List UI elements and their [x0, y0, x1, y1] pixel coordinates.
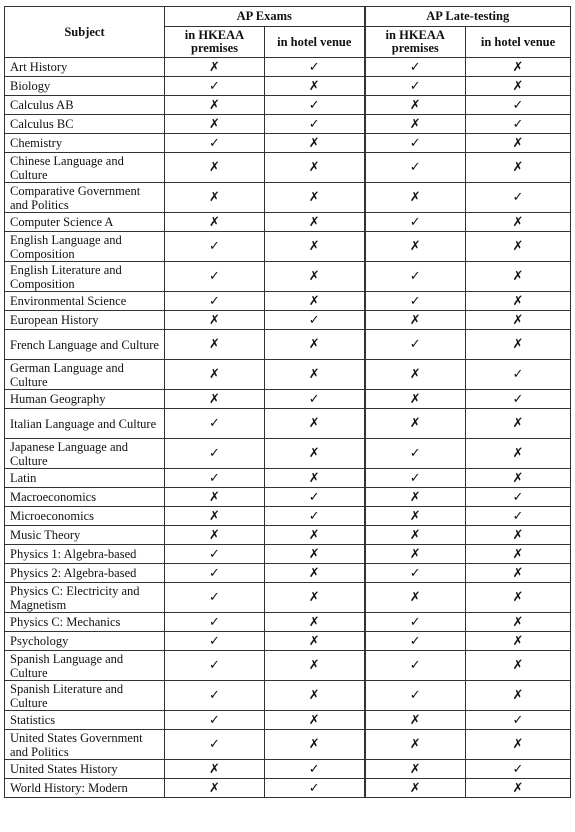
subject-cell: World History: Modern: [5, 779, 165, 798]
table-row: [5, 153, 571, 183]
table-row: [5, 439, 571, 469]
table-row: [5, 409, 571, 439]
subject-cell: Physics C: Electricity and Magnetism: [5, 583, 165, 613]
table-row: [5, 330, 571, 360]
late-hkeaa-check-icon: ✓: [365, 213, 466, 232]
exams-hotel-check-icon: ✓: [265, 115, 365, 134]
exams-hotel-check-icon: ✓: [265, 96, 365, 115]
late-hotel-check-icon: ✓: [466, 507, 571, 526]
exams-hkeaa-cross-icon: ✗: [165, 360, 265, 390]
exams-hkeaa-cross-icon: ✗: [165, 115, 265, 134]
exams-hkeaa-check-icon: ✓: [165, 292, 265, 311]
late-hkeaa-cross-icon: ✗: [365, 409, 466, 439]
late-hkeaa-cross-icon: ✗: [365, 545, 466, 564]
late-hotel-cross-icon: ✗: [466, 439, 571, 469]
exams-hkeaa-cross-icon: ✗: [165, 213, 265, 232]
subject-cell: Calculus AB: [5, 96, 165, 115]
late-hkeaa-header: in HKEAA premises: [365, 27, 466, 58]
subject-cell: Chemistry: [5, 134, 165, 153]
late-hkeaa-check-icon: ✓: [365, 681, 466, 711]
late-hkeaa-cross-icon: ✗: [365, 730, 466, 760]
exams-hkeaa-header: in HKEAA premises: [165, 27, 265, 58]
table-row: [5, 760, 571, 779]
exams-hotel-cross-icon: ✗: [265, 232, 365, 262]
late-hotel-cross-icon: ✗: [466, 651, 571, 681]
subject-cell: English Literature and Composition: [5, 262, 165, 292]
late-hkeaa-check-icon: ✓: [365, 262, 466, 292]
subject-cell: Computer Science A: [5, 213, 165, 232]
exams-hkeaa-cross-icon: ✗: [165, 58, 265, 77]
late-hkeaa-cross-icon: ✗: [365, 583, 466, 613]
late-hotel-cross-icon: ✗: [466, 77, 571, 96]
late-hotel-check-icon: ✓: [466, 488, 571, 507]
table-row: [5, 613, 571, 632]
exams-hkeaa-cross-icon: ✗: [165, 96, 265, 115]
late-hotel-cross-icon: ✗: [466, 58, 571, 77]
subject-header: Subject: [5, 7, 165, 58]
exams-hotel-cross-icon: ✗: [265, 651, 365, 681]
late-hkeaa-cross-icon: ✗: [365, 507, 466, 526]
late-hkeaa-check-icon: ✓: [365, 469, 466, 488]
table-row: [5, 360, 571, 390]
late-hotel-cross-icon: ✗: [466, 330, 571, 360]
table-row: [5, 526, 571, 545]
late-hotel-check-icon: ✓: [466, 711, 571, 730]
exams-hkeaa-cross-icon: ✗: [165, 311, 265, 330]
table-row: [5, 183, 571, 213]
table-row: [5, 779, 571, 798]
table-row: [5, 711, 571, 730]
late-hkeaa-check-icon: ✓: [365, 330, 466, 360]
late-hotel-cross-icon: ✗: [466, 153, 571, 183]
exams-hkeaa-check-icon: ✓: [165, 711, 265, 730]
table-row: [5, 507, 571, 526]
exams-hotel-cross-icon: ✗: [265, 526, 365, 545]
exams-hotel-cross-icon: ✗: [265, 583, 365, 613]
subject-cell: Statistics: [5, 711, 165, 730]
subject-cell: United States Government and Politics: [5, 730, 165, 760]
late-hkeaa-cross-icon: ✗: [365, 311, 466, 330]
late-hkeaa-cross-icon: ✗: [365, 760, 466, 779]
subject-cell: French Language and Culture: [5, 330, 165, 360]
late-hkeaa-cross-icon: ✗: [365, 390, 466, 409]
late-hkeaa-cross-icon: ✗: [365, 232, 466, 262]
ap-late-testing-header: AP Late-testing: [365, 7, 571, 27]
table-row: [5, 134, 571, 153]
exams-hotel-cross-icon: ✗: [265, 613, 365, 632]
table-row: [5, 390, 571, 409]
ap-exams-header: AP Exams: [165, 7, 365, 27]
exams-hkeaa-check-icon: ✓: [165, 730, 265, 760]
late-hkeaa-check-icon: ✓: [365, 632, 466, 651]
table-header: [5, 7, 571, 58]
exams-hotel-check-icon: ✓: [265, 58, 365, 77]
late-hkeaa-check-icon: ✓: [365, 77, 466, 96]
ap-exam-arrangement-table: [4, 6, 571, 798]
exams-hkeaa-check-icon: ✓: [165, 564, 265, 583]
subject-cell: United States History: [5, 760, 165, 779]
late-hkeaa-check-icon: ✓: [365, 613, 466, 632]
exams-hkeaa-check-icon: ✓: [165, 613, 265, 632]
subject-cell: Psychology: [5, 632, 165, 651]
table-row: [5, 681, 571, 711]
table-row: [5, 564, 571, 583]
table-row: [5, 488, 571, 507]
late-hotel-check-icon: ✓: [466, 96, 571, 115]
exams-hkeaa-cross-icon: ✗: [165, 760, 265, 779]
late-hotel-check-icon: ✓: [466, 390, 571, 409]
header-row-groups: [5, 7, 571, 27]
subject-cell: Calculus BC: [5, 115, 165, 134]
late-hkeaa-check-icon: ✓: [365, 651, 466, 681]
subject-cell: Music Theory: [5, 526, 165, 545]
table-row: [5, 469, 571, 488]
late-hkeaa-cross-icon: ✗: [365, 488, 466, 507]
exams-hkeaa-check-icon: ✓: [165, 77, 265, 96]
table-row: [5, 232, 571, 262]
exams-hkeaa-check-icon: ✓: [165, 232, 265, 262]
late-hkeaa-check-icon: ✓: [365, 153, 466, 183]
exams-hkeaa-check-icon: ✓: [165, 651, 265, 681]
late-hotel-cross-icon: ✗: [466, 681, 571, 711]
table-row: [5, 311, 571, 330]
table-row: [5, 545, 571, 564]
subject-cell: Physics 2: Algebra-based: [5, 564, 165, 583]
exams-hotel-cross-icon: ✗: [265, 77, 365, 96]
exams-hkeaa-cross-icon: ✗: [165, 779, 265, 798]
exams-hotel-cross-icon: ✗: [265, 153, 365, 183]
late-hotel-cross-icon: ✗: [466, 292, 571, 311]
exams-hotel-check-icon: ✓: [265, 488, 365, 507]
subject-cell: Microeconomics: [5, 507, 165, 526]
late-hkeaa-cross-icon: ✗: [365, 183, 466, 213]
exams-hkeaa-cross-icon: ✗: [165, 183, 265, 213]
table-row: [5, 58, 571, 77]
subject-cell: Physics C: Mechanics: [5, 613, 165, 632]
late-hkeaa-check-icon: ✓: [365, 564, 466, 583]
table-row: [5, 292, 571, 311]
exams-hotel-cross-icon: ✗: [265, 632, 365, 651]
late-hotel-cross-icon: ✗: [466, 213, 571, 232]
subject-cell: Art History: [5, 58, 165, 77]
late-hkeaa-check-icon: ✓: [365, 292, 466, 311]
late-hkeaa-check-icon: ✓: [365, 134, 466, 153]
exams-hkeaa-cross-icon: ✗: [165, 390, 265, 409]
exams-hkeaa-cross-icon: ✗: [165, 330, 265, 360]
exams-hotel-cross-icon: ✗: [265, 545, 365, 564]
subject-cell: Biology: [5, 77, 165, 96]
subject-cell: Human Geography: [5, 390, 165, 409]
exams-hkeaa-check-icon: ✓: [165, 262, 265, 292]
exams-hotel-cross-icon: ✗: [265, 439, 365, 469]
subject-cell: Physics 1: Algebra-based: [5, 545, 165, 564]
subject-cell: Japanese Language and Culture: [5, 439, 165, 469]
late-hkeaa-cross-icon: ✗: [365, 779, 466, 798]
late-hkeaa-cross-icon: ✗: [365, 526, 466, 545]
exams-hotel-cross-icon: ✗: [265, 360, 365, 390]
subject-cell: German Language and Culture: [5, 360, 165, 390]
exams-hkeaa-cross-icon: ✗: [165, 526, 265, 545]
late-hkeaa-check-icon: ✓: [365, 439, 466, 469]
table-row: [5, 77, 571, 96]
late-hkeaa-cross-icon: ✗: [365, 360, 466, 390]
late-hotel-cross-icon: ✗: [466, 311, 571, 330]
subject-cell: Comparative Government and Politics: [5, 183, 165, 213]
exams-hkeaa-check-icon: ✓: [165, 469, 265, 488]
late-hotel-cross-icon: ✗: [466, 730, 571, 760]
exams-hotel-cross-icon: ✗: [265, 292, 365, 311]
late-hotel-cross-icon: ✗: [466, 526, 571, 545]
table-row: [5, 96, 571, 115]
exams-hkeaa-cross-icon: ✗: [165, 507, 265, 526]
exams-hotel-cross-icon: ✗: [265, 564, 365, 583]
table-row: [5, 730, 571, 760]
subject-cell: Spanish Language and Culture: [5, 651, 165, 681]
late-hkeaa-check-icon: ✓: [365, 58, 466, 77]
late-hotel-check-icon: ✓: [466, 760, 571, 779]
exams-hotel-cross-icon: ✗: [265, 330, 365, 360]
subject-cell: Italian Language and Culture: [5, 409, 165, 439]
late-hotel-cross-icon: ✗: [466, 134, 571, 153]
exams-hkeaa-check-icon: ✓: [165, 439, 265, 469]
subject-cell: Spanish Literature and Culture: [5, 681, 165, 711]
exams-hotel-cross-icon: ✗: [265, 469, 365, 488]
subject-cell: Latin: [5, 469, 165, 488]
late-hotel-check-icon: ✓: [466, 115, 571, 134]
table-row: [5, 262, 571, 292]
exams-hkeaa-check-icon: ✓: [165, 409, 265, 439]
exams-hkeaa-check-icon: ✓: [165, 632, 265, 651]
exams-hotel-cross-icon: ✗: [265, 681, 365, 711]
subject-cell: European History: [5, 311, 165, 330]
late-hotel-header: in hotel venue: [466, 27, 571, 58]
late-hotel-cross-icon: ✗: [466, 545, 571, 564]
exams-hotel-check-icon: ✓: [265, 779, 365, 798]
late-hotel-cross-icon: ✗: [466, 262, 571, 292]
exams-hotel-cross-icon: ✗: [265, 134, 365, 153]
exams-hotel-cross-icon: ✗: [265, 730, 365, 760]
exams-hotel-check-icon: ✓: [265, 760, 365, 779]
subject-cell: Macroeconomics: [5, 488, 165, 507]
exams-hotel-check-icon: ✓: [265, 390, 365, 409]
exams-hotel-cross-icon: ✗: [265, 213, 365, 232]
table-row: [5, 213, 571, 232]
table-row: [5, 583, 571, 613]
exams-hotel-header: in hotel venue: [265, 27, 365, 58]
exams-hotel-cross-icon: ✗: [265, 183, 365, 213]
subject-cell: Environmental Science: [5, 292, 165, 311]
late-hkeaa-cross-icon: ✗: [365, 115, 466, 134]
subject-cell: Chinese Language and Culture: [5, 153, 165, 183]
late-hotel-cross-icon: ✗: [466, 632, 571, 651]
late-hotel-cross-icon: ✗: [466, 779, 571, 798]
late-hotel-cross-icon: ✗: [466, 232, 571, 262]
exams-hotel-cross-icon: ✗: [265, 262, 365, 292]
late-hotel-cross-icon: ✗: [466, 613, 571, 632]
late-hkeaa-cross-icon: ✗: [365, 711, 466, 730]
exams-hotel-cross-icon: ✗: [265, 711, 365, 730]
late-hotel-check-icon: ✓: [466, 183, 571, 213]
table-row: [5, 632, 571, 651]
table-row: [5, 651, 571, 681]
exams-hkeaa-check-icon: ✓: [165, 681, 265, 711]
late-hkeaa-cross-icon: ✗: [365, 96, 466, 115]
table-body: [5, 58, 571, 798]
exams-hkeaa-check-icon: ✓: [165, 545, 265, 564]
late-hotel-cross-icon: ✗: [466, 409, 571, 439]
late-hotel-check-icon: ✓: [466, 360, 571, 390]
exams-hkeaa-cross-icon: ✗: [165, 153, 265, 183]
table-row: [5, 115, 571, 134]
exams-hotel-cross-icon: ✗: [265, 409, 365, 439]
exams-hotel-check-icon: ✓: [265, 311, 365, 330]
exams-hkeaa-check-icon: ✓: [165, 583, 265, 613]
late-hotel-cross-icon: ✗: [466, 469, 571, 488]
subject-cell: English Language and Composition: [5, 232, 165, 262]
late-hotel-cross-icon: ✗: [466, 583, 571, 613]
late-hotel-cross-icon: ✗: [466, 564, 571, 583]
exams-hotel-check-icon: ✓: [265, 507, 365, 526]
exams-hkeaa-cross-icon: ✗: [165, 488, 265, 507]
exams-hkeaa-check-icon: ✓: [165, 134, 265, 153]
